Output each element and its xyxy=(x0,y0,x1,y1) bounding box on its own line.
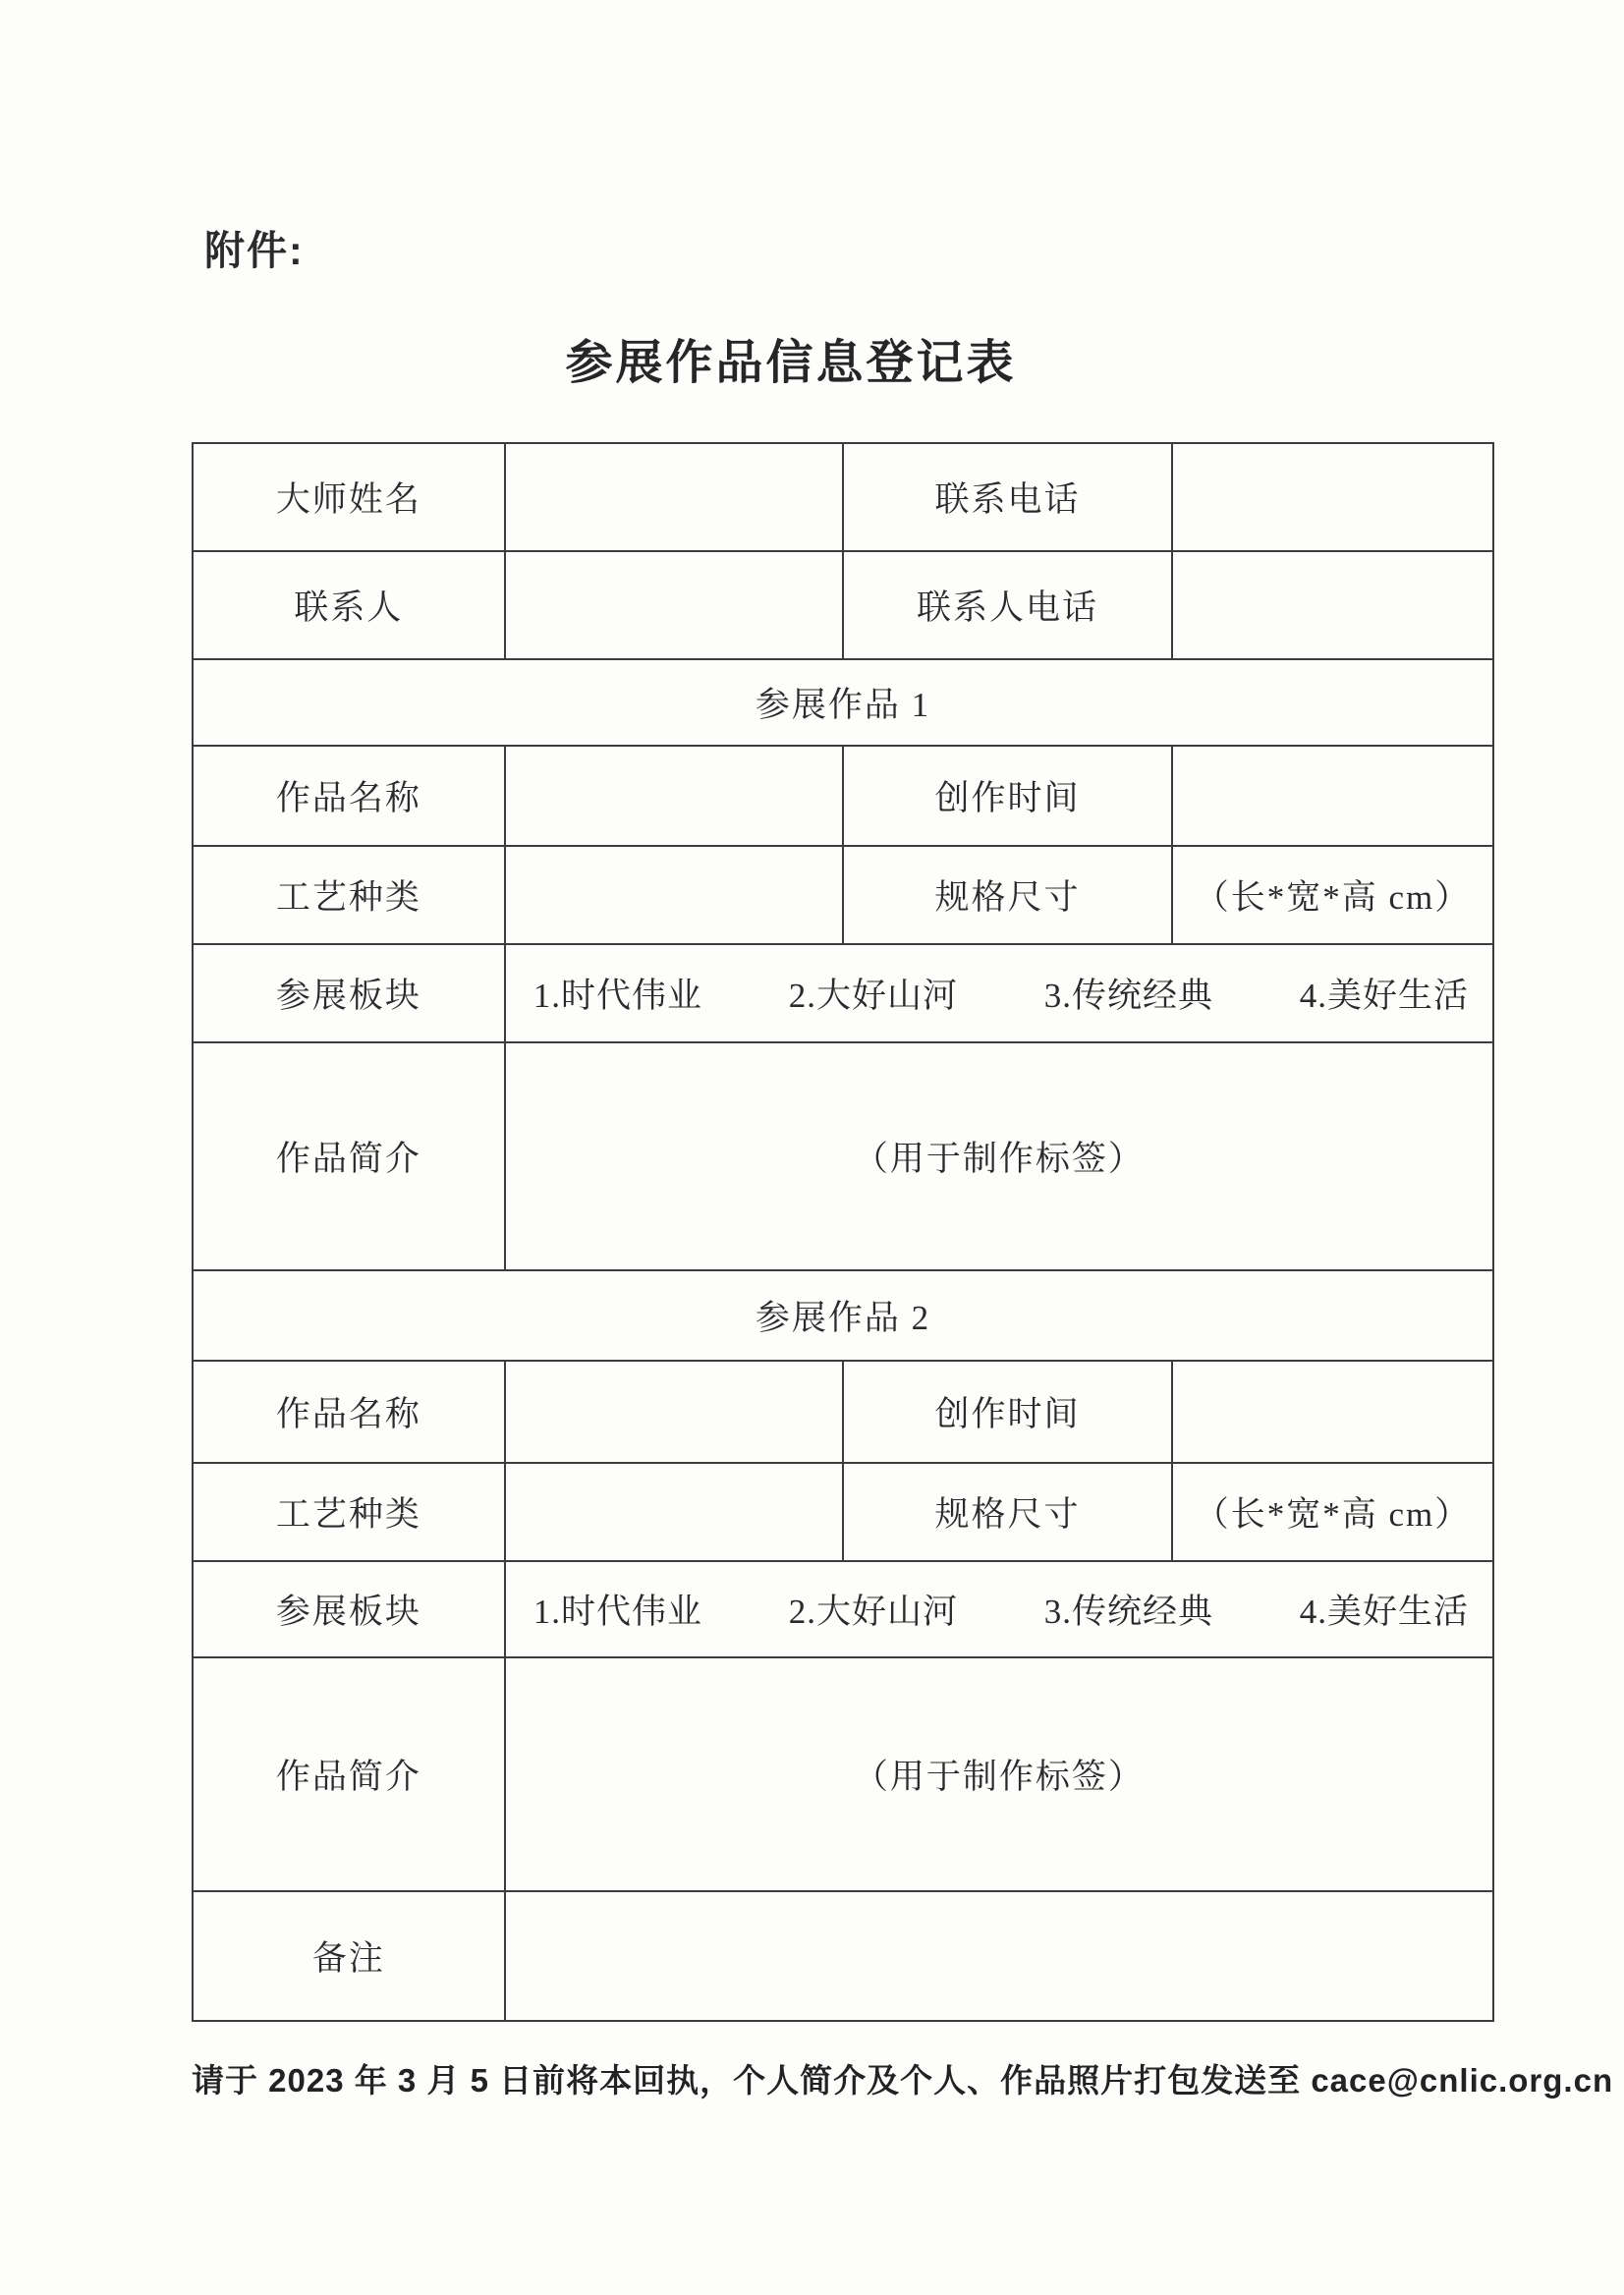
email-address: cace@cnlic.org.cn xyxy=(1311,2062,1614,2099)
contact-person-phone-value-cell xyxy=(1172,551,1493,659)
table-row xyxy=(193,1561,1493,1657)
board-option-2: 2.大好山河 xyxy=(788,977,958,1015)
contact-phone-label: 联系电话 xyxy=(843,443,1172,551)
work2-name-value-cell xyxy=(505,1361,843,1463)
work2-intro-hint-cell: （用于制作标签） xyxy=(505,1657,1493,1891)
registration-table xyxy=(192,442,1494,2022)
table-row xyxy=(193,1657,1493,1891)
board-option-4: 4.美好生活 xyxy=(1299,1593,1469,1631)
work2-board-label: 参展板块 xyxy=(193,1561,505,1657)
board-option-3: 3.传统经典 xyxy=(1043,1593,1213,1631)
board-option-1: 1.时代伟业 xyxy=(532,977,703,1015)
work2-name-label: 作品名称 xyxy=(193,1361,505,1463)
board-option-4: 4.美好生活 xyxy=(1299,977,1469,1015)
work1-spec-label: 规格尺寸 xyxy=(843,846,1172,944)
section2-header: 参展作品 2 xyxy=(193,1270,1493,1361)
section1-header: 参展作品 1 xyxy=(193,659,1493,746)
master-name-value-cell xyxy=(505,443,843,551)
contact-person-value-cell xyxy=(505,551,843,659)
table-row xyxy=(193,846,1493,944)
attachment-label: 附件: xyxy=(204,228,305,273)
contact-person-label: 联系人 xyxy=(193,551,505,659)
work1-creation-time-value-cell xyxy=(1172,746,1493,846)
table-row xyxy=(193,1361,1493,1463)
remark-value-cell xyxy=(505,1891,1493,2021)
work1-board-options-cell xyxy=(505,944,1493,1042)
work2-intro-label: 作品简介 xyxy=(193,1657,505,1891)
remark-label: 备注 xyxy=(193,1891,505,2021)
master-name-label: 大师姓名 xyxy=(193,443,505,551)
board-option-2: 2.大好山河 xyxy=(788,1593,958,1631)
work2-craft-type-label: 工艺种类 xyxy=(193,1463,505,1561)
table-row xyxy=(193,659,1493,746)
table-row xyxy=(193,1042,1493,1270)
page-title: 参展作品信息登记表 xyxy=(565,337,1017,389)
table-row xyxy=(193,746,1493,846)
work1-name-value-cell xyxy=(505,746,843,846)
work2-craft-type-value-cell xyxy=(505,1463,843,1561)
table-row xyxy=(193,1270,1493,1361)
table-row xyxy=(193,944,1493,1042)
work2-board-options-cell xyxy=(505,1561,1493,1657)
work2-board-options xyxy=(506,1585,1492,1634)
work2-spec-hint: （长*宽*高 cm） xyxy=(1172,1463,1493,1561)
work1-board-label: 参展板块 xyxy=(193,944,505,1042)
footer-text: 请于 2023 年 3 月 5 日前将本回执，个人简介及个人、作品照片打包发送至 xyxy=(192,2062,1312,2099)
table-row xyxy=(193,551,1493,659)
board-option-1: 1.时代伟业 xyxy=(532,1593,703,1631)
contact-person-phone-label: 联系人电话 xyxy=(843,551,1172,659)
work1-craft-type-value-cell xyxy=(505,846,843,944)
work1-intro-hint-cell: （用于制作标签） xyxy=(505,1042,1493,1270)
footer-note xyxy=(192,2055,1614,2101)
work1-board-options xyxy=(506,969,1492,1018)
work2-creation-time-value-cell xyxy=(1172,1361,1493,1463)
work1-spec-hint: （长*宽*高 cm） xyxy=(1172,846,1493,944)
table-row xyxy=(193,1463,1493,1561)
work1-intro-label: 作品简介 xyxy=(193,1042,505,1270)
work2-creation-time-label: 创作时间 xyxy=(843,1361,1172,1463)
work1-creation-time-label: 创作时间 xyxy=(843,746,1172,846)
work1-name-label: 作品名称 xyxy=(193,746,505,846)
contact-phone-value-cell xyxy=(1172,443,1493,551)
board-option-3: 3.传统经典 xyxy=(1043,977,1213,1015)
work1-craft-type-label: 工艺种类 xyxy=(193,846,505,944)
work2-spec-label: 规格尺寸 xyxy=(843,1463,1172,1561)
table-row xyxy=(193,443,1493,551)
table-row xyxy=(193,1891,1493,2021)
